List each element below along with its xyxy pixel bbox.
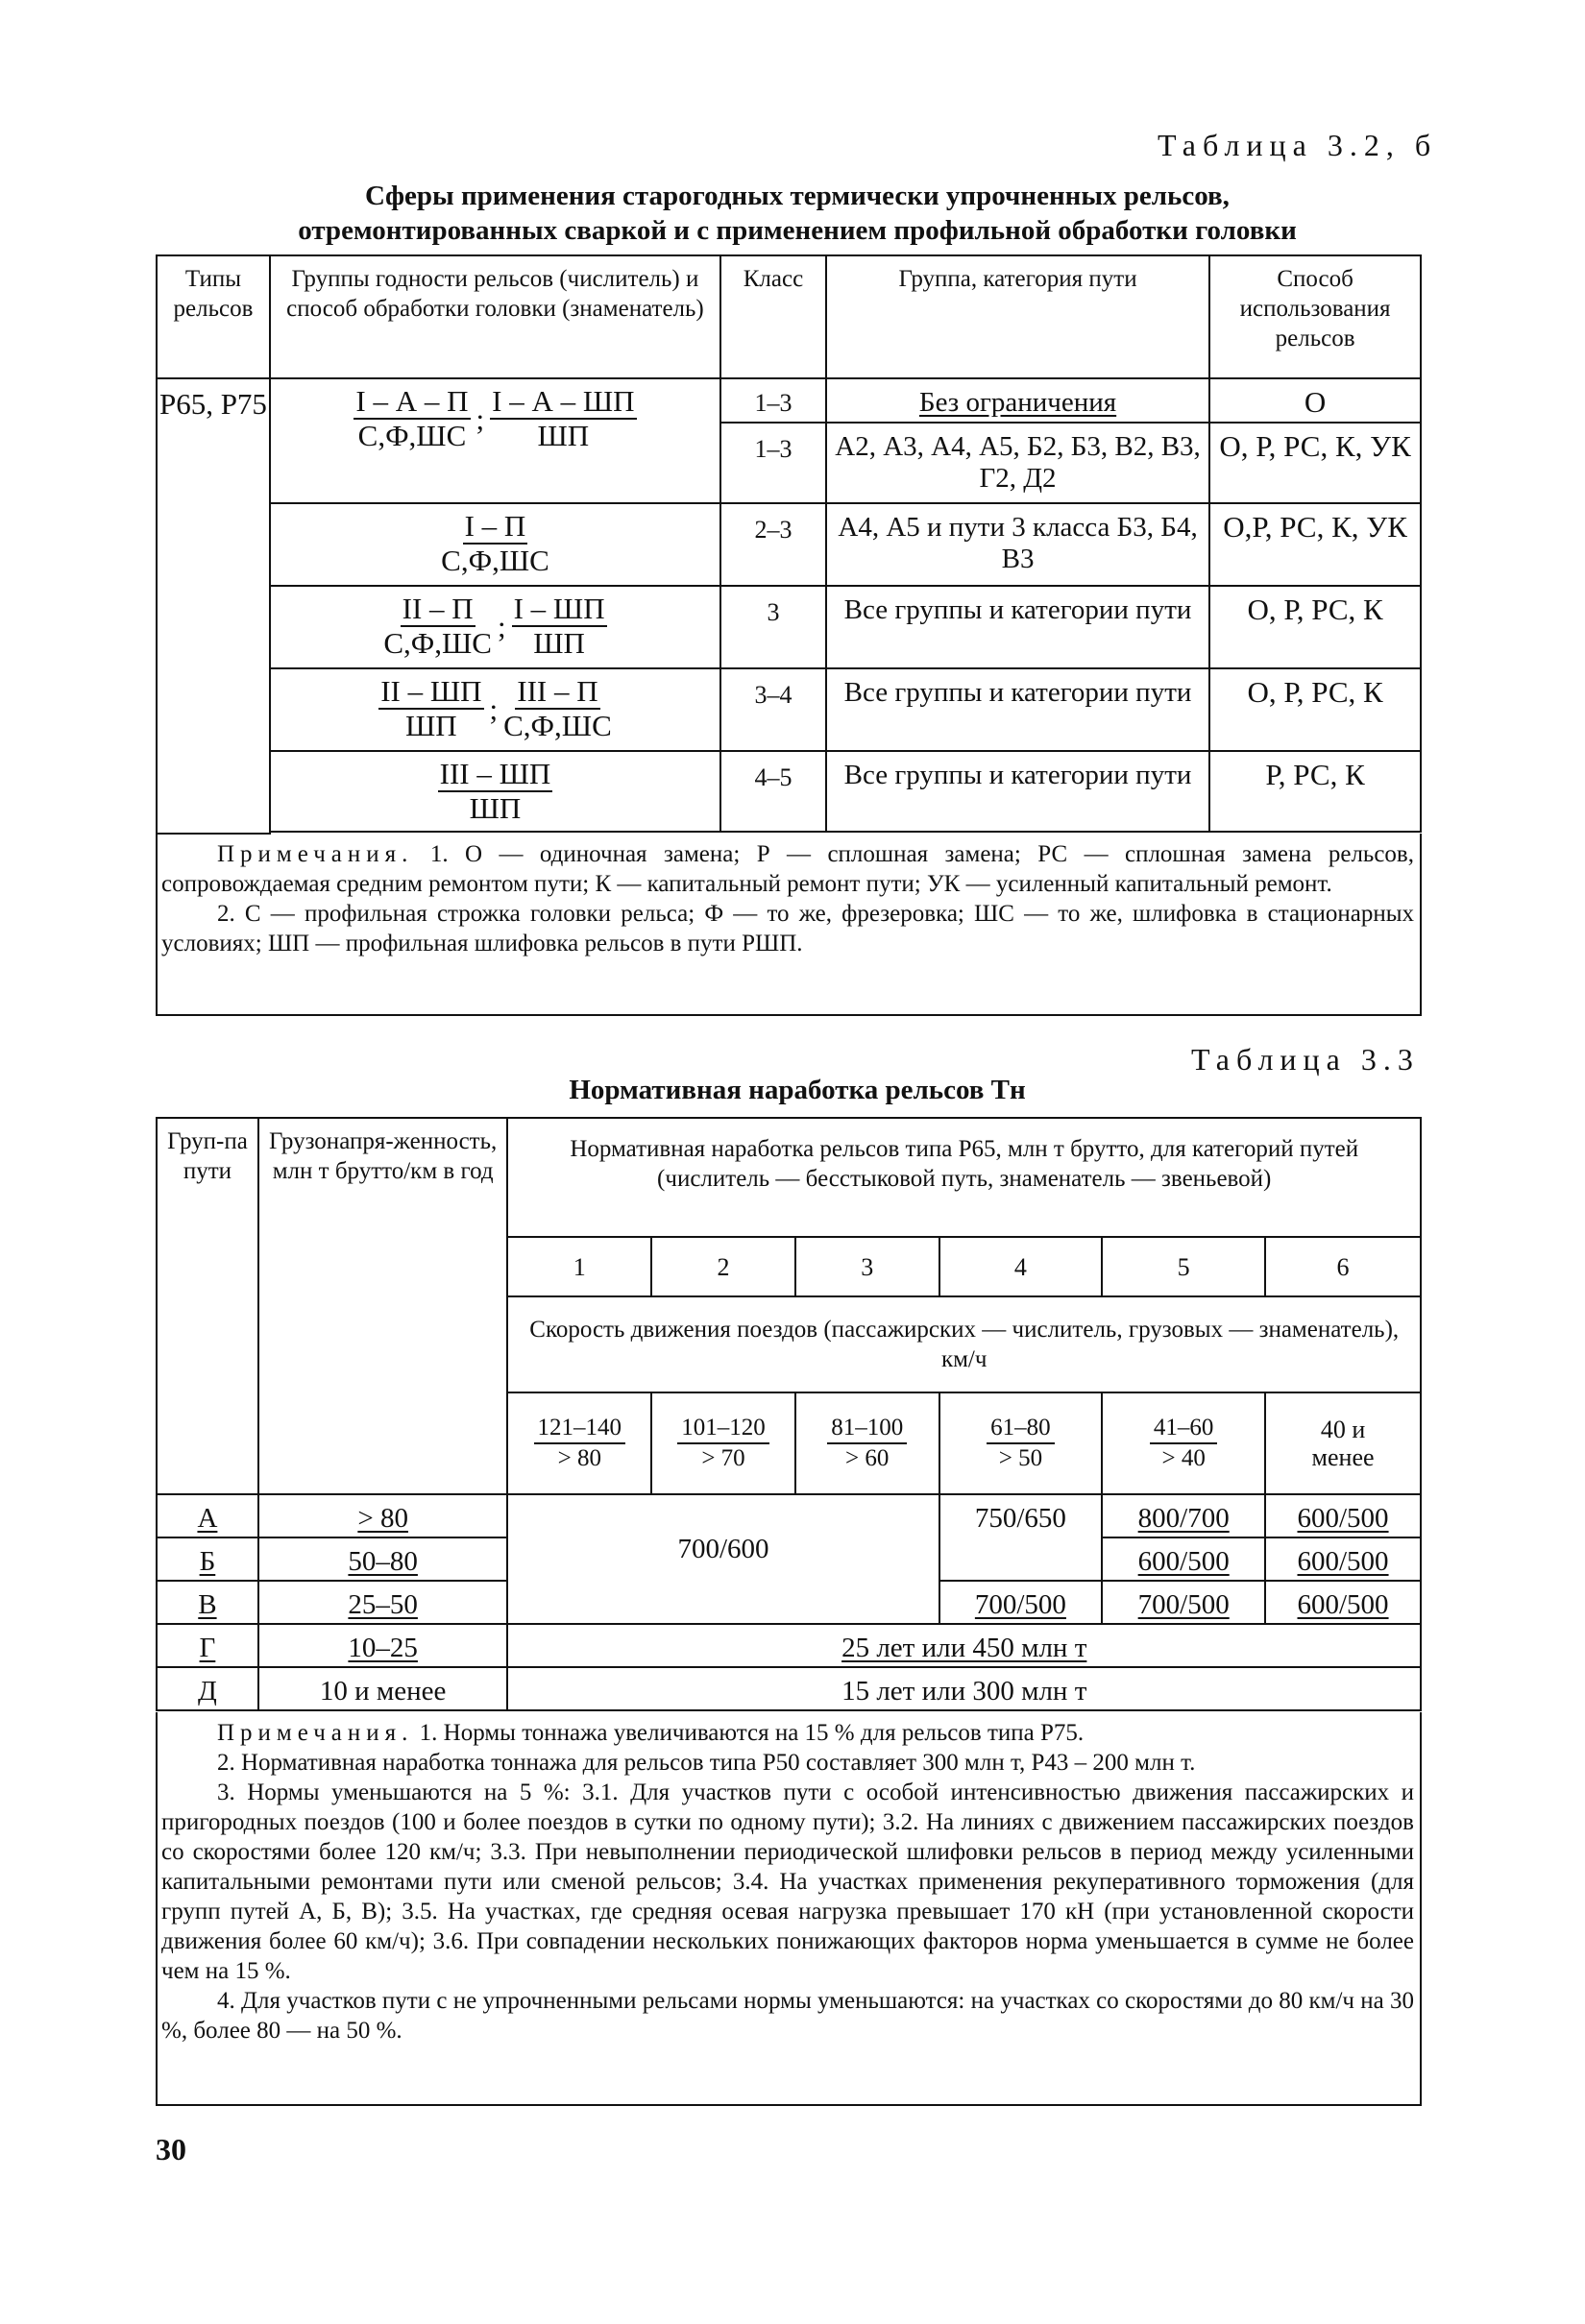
value-a4: 750/650 (939, 1494, 1103, 1581)
speed-3: $\frac{81-100}{> 60}$ (795, 1392, 939, 1494)
header-category: Группа, категория пути (826, 255, 1209, 378)
category-cell: А2, А3, А4, А5, Б2, Б3, В2, В3, Г2, Д2 (826, 423, 1209, 503)
fraction: $\frac{\text{III – П}}{С,Ф,ШС}$ (503, 674, 612, 742)
class-cell: 3 (720, 586, 826, 668)
fraction: $\frac{I - А - П}{С,Ф,ШС}$ (355, 384, 469, 452)
class-cell: 3–4 (720, 668, 826, 751)
speed-6: 40 и менее (1265, 1392, 1421, 1494)
header-group: Груп-па пути (157, 1118, 258, 1494)
cat-3: 3 (795, 1237, 939, 1296)
header-norm: Нормативная наработка рельсов типа Р65, млн т брутто, для категорий путей (числитель — бесстыковой путь, знаменатель — звеньевой) (507, 1118, 1421, 1237)
group-cell-3: $\frac{II - П}{С,Ф,ШС}$ ; $\frac{I - ШП}{ШП}$ (270, 586, 720, 668)
group-g: Г (157, 1624, 258, 1667)
load-v: 25–50 (258, 1581, 508, 1624)
header-load: Грузонапря-женность, млн т брутто/км в год (258, 1118, 508, 1494)
fraction: $\frac{I - ШП}{ШП}$ (513, 592, 605, 660)
table-3-2-caption: Таблица 3.2, б (1158, 128, 1438, 162)
speed-5: $\frac{41-60}{> 40}$ (1102, 1392, 1265, 1494)
group-v: В (157, 1581, 258, 1624)
method-cell: О,Р, РС, К, УК (1209, 503, 1421, 586)
table-3-2-title-line1: Сферы применения старогодных термически упрочненных рельсов, (365, 181, 1230, 211)
header-speed: Скорость движения поездов (пассажирских — числитель, грузовых — знаменатель), км/ч (507, 1296, 1421, 1392)
method-cell: О, Р, РС, К (1209, 668, 1421, 751)
note: 4. Для участков пути с не упрочненными рельсами нормы уменьшаются: на участках со скоростями до 80 км/ч на 30 %, более 80 — на 50 %. (161, 1988, 1414, 2044)
fraction: $\frac{I - А - ШП}{ШП}$ (492, 384, 635, 452)
table-3-2-title-line2: отремонтированных сваркой и с применением профильной обработки головки (298, 215, 1297, 246)
method-cell: О (1209, 378, 1421, 423)
category-cell: Без ограничения (826, 378, 1209, 423)
group-b: Б (157, 1537, 258, 1581)
cat-6: 6 (1265, 1237, 1421, 1296)
table-3-3-caption: Таблица 3.3 (1191, 1042, 1420, 1077)
category-cell: Все группы и категории пути (826, 751, 1209, 832)
fraction: $\frac{II - П}{С,Ф,ШС}$ (383, 592, 492, 660)
value-v5: 700/500 (1102, 1581, 1265, 1624)
speed-2: $\frac{101-120}{> 70}$ (651, 1392, 795, 1494)
fraction: $\frac{\text{III – ШП}}{ШП}$ (439, 757, 551, 825)
speed-4: $\frac{61-80}{> 50}$ (939, 1392, 1103, 1494)
category-cell: А4, А5 и пути 3 класса Б3, Б4, В3 (826, 503, 1209, 586)
group-cell-1: $\frac{I - А - П}{С,Ф,ШС}$ ; $\frac{I - А - ШП}{ШП}$ (270, 378, 720, 503)
group-cell-4: $\frac{II - ШП}{ШП}$ ; $\frac{\text{III – П}}{С,Ф,ШС}$ (270, 668, 720, 751)
value-v6: 600/500 (1265, 1581, 1421, 1624)
table-3-2 (156, 254, 1422, 835)
header-method: Способ использования рельсов (1209, 255, 1421, 378)
class-cell: 2–3 (720, 503, 826, 586)
value-merged-cat123: 700/600 (507, 1494, 939, 1624)
value-g: 25 лет или 450 млн т (507, 1624, 1421, 1667)
value-d: 15 лет или 300 млн т (507, 1667, 1421, 1710)
load-d: 10 и менее (258, 1667, 508, 1710)
fraction: $\frac{II - ШП}{ШП}$ (380, 674, 482, 742)
rail-types-cell: Р65, Р75 (157, 378, 270, 834)
header-groups: Группы годности рельсов (числитель) и способ обработки головки (знаменатель) (270, 255, 720, 378)
group-a: А (157, 1494, 258, 1537)
value-b5: 600/500 (1102, 1537, 1265, 1581)
value-a5: 800/700 (1102, 1494, 1265, 1537)
value-b6: 600/500 (1265, 1537, 1421, 1581)
note: Примечания. 1. О — одиночная замена; Р — сплошная замена; РС — сплошная замена рельсов, сопровождаемая средним ремонтом пути; К — капитальный ремонт пути; УК — усиленный капитальный ремонт. (161, 841, 1414, 897)
table-3-3-title: Нормативная наработка рельсов Tн (569, 1075, 1026, 1105)
cat-2: 2 (651, 1237, 795, 1296)
value-a6: 600/500 (1265, 1494, 1421, 1537)
class-cell: 1–3 (720, 378, 826, 423)
table-3-3-notes (156, 1712, 1422, 2106)
page-number: 30 (156, 2132, 186, 2167)
cat-5: 5 (1102, 1237, 1265, 1296)
method-cell: Р, РС, К (1209, 751, 1421, 832)
class-cell: 4–5 (720, 751, 826, 832)
header-class: Класс (720, 255, 826, 378)
load-g: 10–25 (258, 1624, 508, 1667)
header-rail-types: Типы рельсов (157, 255, 270, 378)
load-a: > 80 (258, 1494, 508, 1537)
cat-1: 1 (507, 1237, 651, 1296)
table-3-3 (156, 1117, 1422, 1711)
category-cell: Все группы и категории пути (826, 586, 1209, 668)
note: 3. Нормы уменьшаются на 5 %: 3.1. Для участков пути с особой интенсивностью движения пассажирских и пригородных поездов (100 и более поездов в сутки по одному пути); 3.2. На линиях с движением пассажирских поездов со скоростями более 120 км/ч; 3.3. При невыполнении периодической шлифовки рельсов в период между усиленными капитальными ремонтами пути или сменой рельсов; 3.4. На участках применения рекуперативного торможения (для групп путей А, Б, В); 3.5. На участках, где средняя осевая нагрузка превышает 170 кН (при установленной скорости движения более 60 км/ч); 3.6. При совпадении нескольких понижающих факторов норма уменьшается в сумме не более чем на 15 %. (161, 1779, 1414, 1984)
method-cell: О, Р, РС, К, УК (1209, 423, 1421, 503)
note: 2. С — профильная строжка головки рельса; Ф — то же, фрезеровка; ШС — то же, шлифовка в стационарных условиях; ШП — профильная шлифовка рельсов в пути РШП. (161, 901, 1414, 956)
note: Примечания. 1. Нормы тоннажа увеличиваются на 15 % для рельсов типа Р75. (217, 1720, 1085, 1746)
category-cell: Все группы и категории пути (826, 668, 1209, 751)
value-v4: 700/500 (939, 1581, 1103, 1624)
fraction: $\frac{I - П}{С,Ф,ШС}$ (441, 509, 549, 577)
group-cell-5 (270, 751, 720, 832)
note: 2. Нормативная наработка тоннажа для рельсов типа Р50 составляет 300 млн т, Р43 – 200 млн т. (217, 1750, 1196, 1776)
speed-1: $\frac{121-140}{> 80}$ (507, 1392, 651, 1494)
table-3-2-title (154, 179, 1441, 248)
group-d: Д (157, 1667, 258, 1710)
cat-4: 4 (939, 1237, 1103, 1296)
class-cell: 1–3 (720, 423, 826, 503)
load-b: 50–80 (258, 1537, 508, 1581)
table-3-2-notes (156, 834, 1422, 1016)
group-cell-2 (270, 503, 720, 586)
method-cell: О, Р, РС, К (1209, 586, 1421, 668)
